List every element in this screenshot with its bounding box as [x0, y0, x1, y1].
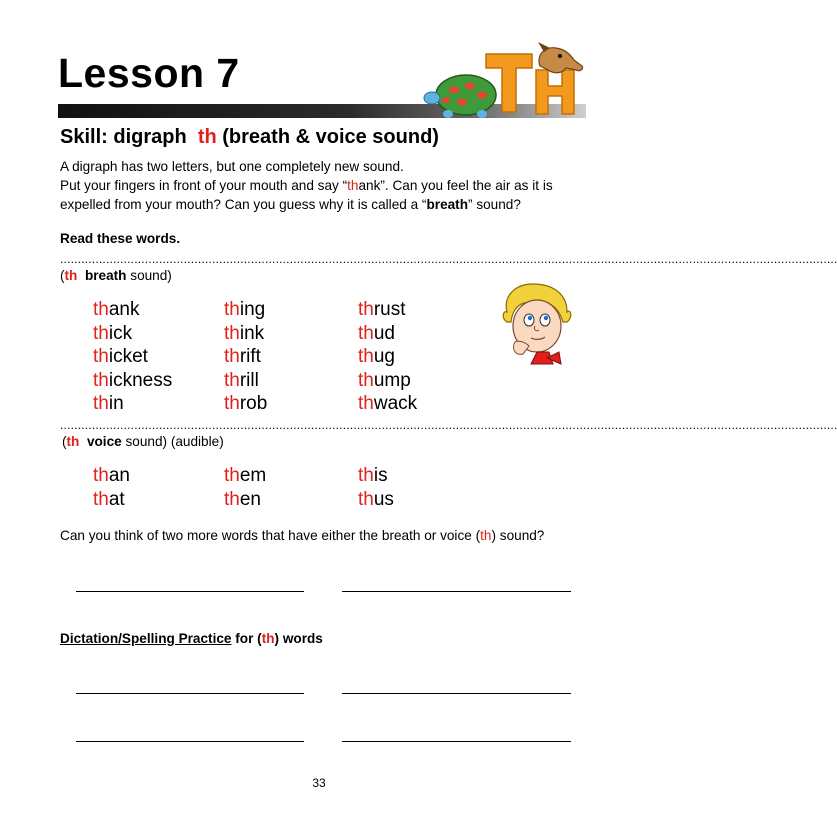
word-rest: in [108, 393, 124, 414]
voice-section-label: (th voice sound) (audible) [62, 434, 224, 449]
dotted-divider: ............................................................................................................................................................................................................................ [60, 252, 837, 266]
word-rest: rift [239, 346, 261, 367]
word-rest: ing [239, 299, 266, 320]
page-title: Lesson 7 [58, 50, 240, 96]
dotted-divider: ............................................................................................................................................................................................................................ [60, 418, 837, 432]
word-digraph: th [224, 393, 240, 414]
word-rest: rust [373, 299, 406, 320]
word-digraph: th [93, 488, 109, 510]
word-item [93, 323, 132, 345]
turtle-head [424, 92, 440, 104]
word-digraph: th [224, 299, 240, 320]
word-digraph: th [93, 346, 109, 367]
word-rest: em [239, 465, 267, 486]
word-item [358, 346, 395, 368]
thinking-boy-illustration [497, 282, 575, 366]
dictation-line-3[interactable] [76, 741, 304, 742]
word-rest: ink [239, 322, 265, 344]
word-digraph: th [358, 369, 374, 391]
word-rest: wack [373, 393, 418, 414]
word-item [224, 393, 267, 415]
word-rest: en [239, 488, 261, 510]
word-item [93, 393, 124, 415]
dictation-line-1[interactable] [76, 693, 304, 694]
read-heading: Read these words. [60, 231, 181, 246]
word-item [224, 370, 259, 392]
word-item [358, 299, 406, 321]
word-item [93, 465, 130, 487]
word-rest: us [373, 488, 394, 510]
word-digraph: th [224, 465, 240, 486]
word-digraph: th [224, 346, 240, 367]
word-item [93, 370, 172, 392]
word-rest: at [108, 488, 125, 510]
word-item [93, 489, 125, 511]
answer-line-2[interactable] [342, 591, 571, 592]
word-digraph: th [224, 322, 240, 344]
word-item [358, 370, 411, 392]
word-digraph: th [93, 299, 109, 320]
word-rest: ug [373, 346, 395, 367]
horse-head [539, 48, 583, 73]
word-digraph: th [93, 369, 109, 391]
word-digraph: th [358, 322, 374, 344]
word-digraph: th [358, 346, 374, 367]
question-text: Can you think of two more words that have either the breath or voice (th) sound? [60, 528, 545, 543]
word-rest: ickness [108, 369, 173, 391]
word-digraph: th [224, 369, 240, 391]
word-digraph: th [93, 322, 109, 344]
word-rest: is [373, 465, 388, 486]
word-rest: ud [373, 322, 395, 344]
word-digraph: th [224, 488, 240, 510]
word-item [224, 465, 266, 487]
skill-heading: Skill: digraph th (breath & voice sound) [60, 126, 439, 148]
word-item [224, 346, 261, 368]
word-digraph: th [93, 465, 109, 486]
word-item [224, 299, 265, 321]
th-mascot-illustration [424, 40, 586, 122]
word-item [224, 489, 261, 511]
intro-paragraph: A digraph has two letters, but one completely new sound. Put your fingers in front of your mouth and say “thank”. Can you feel the air as it is expelled from your mouth? Can you guess why it is called a “breath” sound? [60, 159, 553, 212]
skill-digraph: th [197, 126, 217, 148]
word-item [358, 323, 395, 345]
word-rest: ump [373, 369, 411, 391]
word-digraph: th [93, 393, 109, 414]
word-rest: ick [108, 322, 133, 344]
word-rest: ank [108, 299, 140, 320]
page-number: 33 [312, 776, 326, 790]
dictation-heading: Dictation/Spelling Practice for (th) words [60, 631, 323, 646]
word-rest: icket [108, 346, 148, 367]
word-digraph: th [358, 465, 374, 486]
breath-section-label: (th breath sound) [60, 268, 172, 283]
word-rest: an [108, 465, 130, 486]
answer-line-1[interactable] [76, 591, 304, 592]
word-item [93, 299, 140, 321]
letter-h-logo [536, 70, 574, 114]
word-rest: rill [239, 369, 259, 391]
dictation-line-4[interactable] [342, 741, 571, 742]
word-item [358, 465, 388, 487]
word-digraph: th [358, 393, 374, 414]
word-item [358, 393, 417, 415]
word-digraph: th [358, 299, 374, 320]
word-item [224, 323, 264, 345]
word-digraph: th [358, 488, 374, 510]
word-item [93, 346, 148, 368]
word-item [358, 489, 394, 511]
dictation-line-2[interactable] [342, 693, 571, 694]
word-rest: rob [239, 393, 268, 414]
